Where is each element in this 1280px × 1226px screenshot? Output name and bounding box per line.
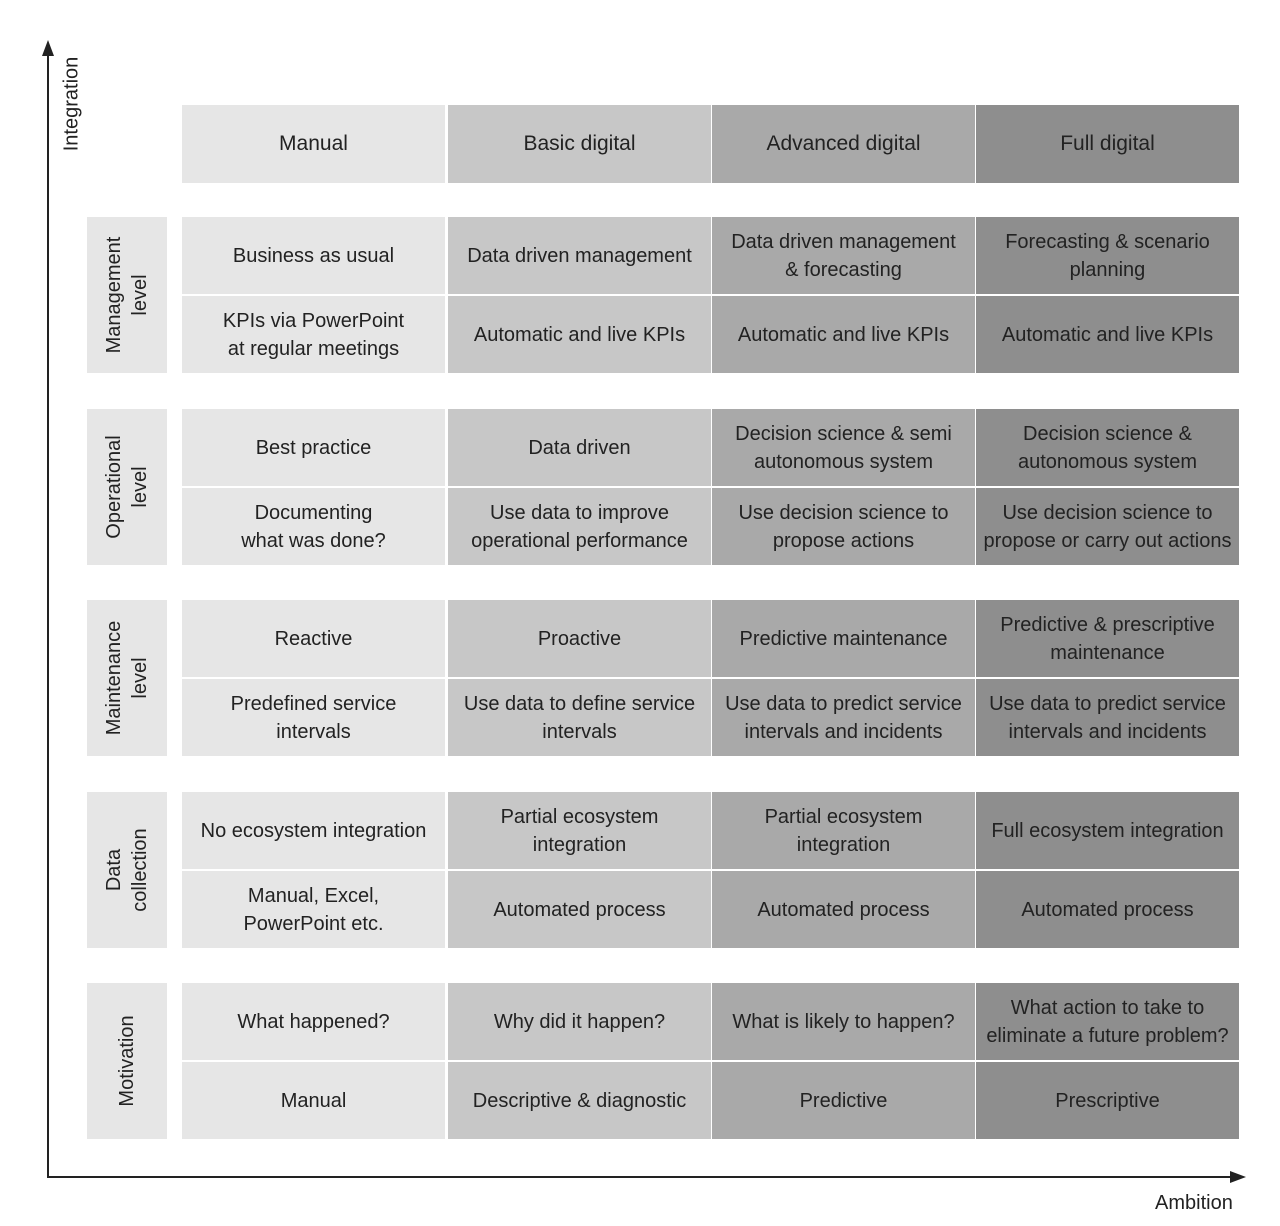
matrix-cell: Use data to predict service intervals and incidents [712, 679, 975, 756]
matrix-cell: Proactive [448, 600, 711, 677]
section-label-text: Data collection [103, 828, 151, 912]
matrix-cell: Use decision science to propose or carry out actions [976, 488, 1239, 565]
matrix-cell: Automated process [976, 871, 1239, 948]
matrix-cell: Forecasting & scenario planning [976, 217, 1239, 294]
matrix-cell: Descriptive & diagnostic [448, 1062, 711, 1139]
matrix-cell: No ecosystem integration [182, 792, 445, 869]
matrix-cell: Automated process [448, 871, 711, 948]
column-header: Basic digital [448, 105, 711, 183]
matrix-cell: Data driven [448, 409, 711, 486]
y-axis-arrow [42, 40, 54, 56]
matrix-cell: Why did it happen? [448, 983, 711, 1060]
matrix-cell: Best practice [182, 409, 445, 486]
matrix-cell: Data driven management & forecasting [712, 217, 975, 294]
column-header: Advanced digital [712, 105, 975, 183]
matrix-cell: Reactive [182, 600, 445, 677]
matrix-cell: Business as usual [182, 217, 445, 294]
matrix-cell: Documenting what was done? [182, 488, 445, 565]
matrix-cell: What happened? [182, 983, 445, 1060]
section-label [87, 409, 167, 565]
matrix-cell: Automatic and live KPIs [976, 296, 1239, 373]
x-axis-label: Ambition [1155, 1192, 1233, 1214]
y-axis-label: Integration [60, 56, 83, 152]
section-label-text: Maintenance level [103, 620, 151, 736]
matrix-cell: Partial ecosystem integration [448, 792, 711, 869]
section-label [87, 983, 167, 1139]
matrix-cell: Full ecosystem integration [976, 792, 1239, 869]
matrix-cell: Data driven management [448, 217, 711, 294]
matrix-cell: KPIs via PowerPoint at regular meetings [182, 296, 445, 373]
matrix-cell: What is likely to happen? [712, 983, 975, 1060]
matrix-cell: Use data to improve operational performance [448, 488, 711, 565]
matrix-cell: Automated process [712, 871, 975, 948]
matrix-cell: What action to take to eliminate a future problem? [976, 983, 1239, 1060]
matrix-cell: Predictive & prescriptive maintenance [976, 600, 1239, 677]
matrix-cell: Partial ecosystem integration [712, 792, 975, 869]
matrix-cell: Prescriptive [976, 1062, 1239, 1139]
section-label [87, 217, 167, 373]
matrix-cell: Use decision science to propose actions [712, 488, 975, 565]
matrix-cell: Automatic and live KPIs [712, 296, 975, 373]
section-label-text: Motivation [116, 1015, 138, 1107]
x-axis-arrow [1230, 1171, 1246, 1183]
matrix-cell: Decision science & semi autonomous system [712, 409, 975, 486]
matrix-cell: Use data to predict service intervals and incidents [976, 679, 1239, 756]
matrix-cell: Manual [182, 1062, 445, 1139]
matrix-cell: Manual, Excel, PowerPoint etc. [182, 871, 445, 948]
matrix-cell: Predefined service intervals [182, 679, 445, 756]
section-label-text: Management level [103, 236, 151, 354]
matrix-cell: Predictive maintenance [712, 600, 975, 677]
matrix-cell: Use data to define service intervals [448, 679, 711, 756]
matrix-cell: Decision science & autonomous system [976, 409, 1239, 486]
section-label-text: Operational level [103, 435, 151, 539]
column-header: Manual [182, 105, 445, 183]
matrix-cell: Automatic and live KPIs [448, 296, 711, 373]
section-label [87, 792, 167, 948]
matrix-cell: Predictive [712, 1062, 975, 1139]
column-header: Full digital [976, 105, 1239, 183]
section-label [87, 600, 167, 756]
